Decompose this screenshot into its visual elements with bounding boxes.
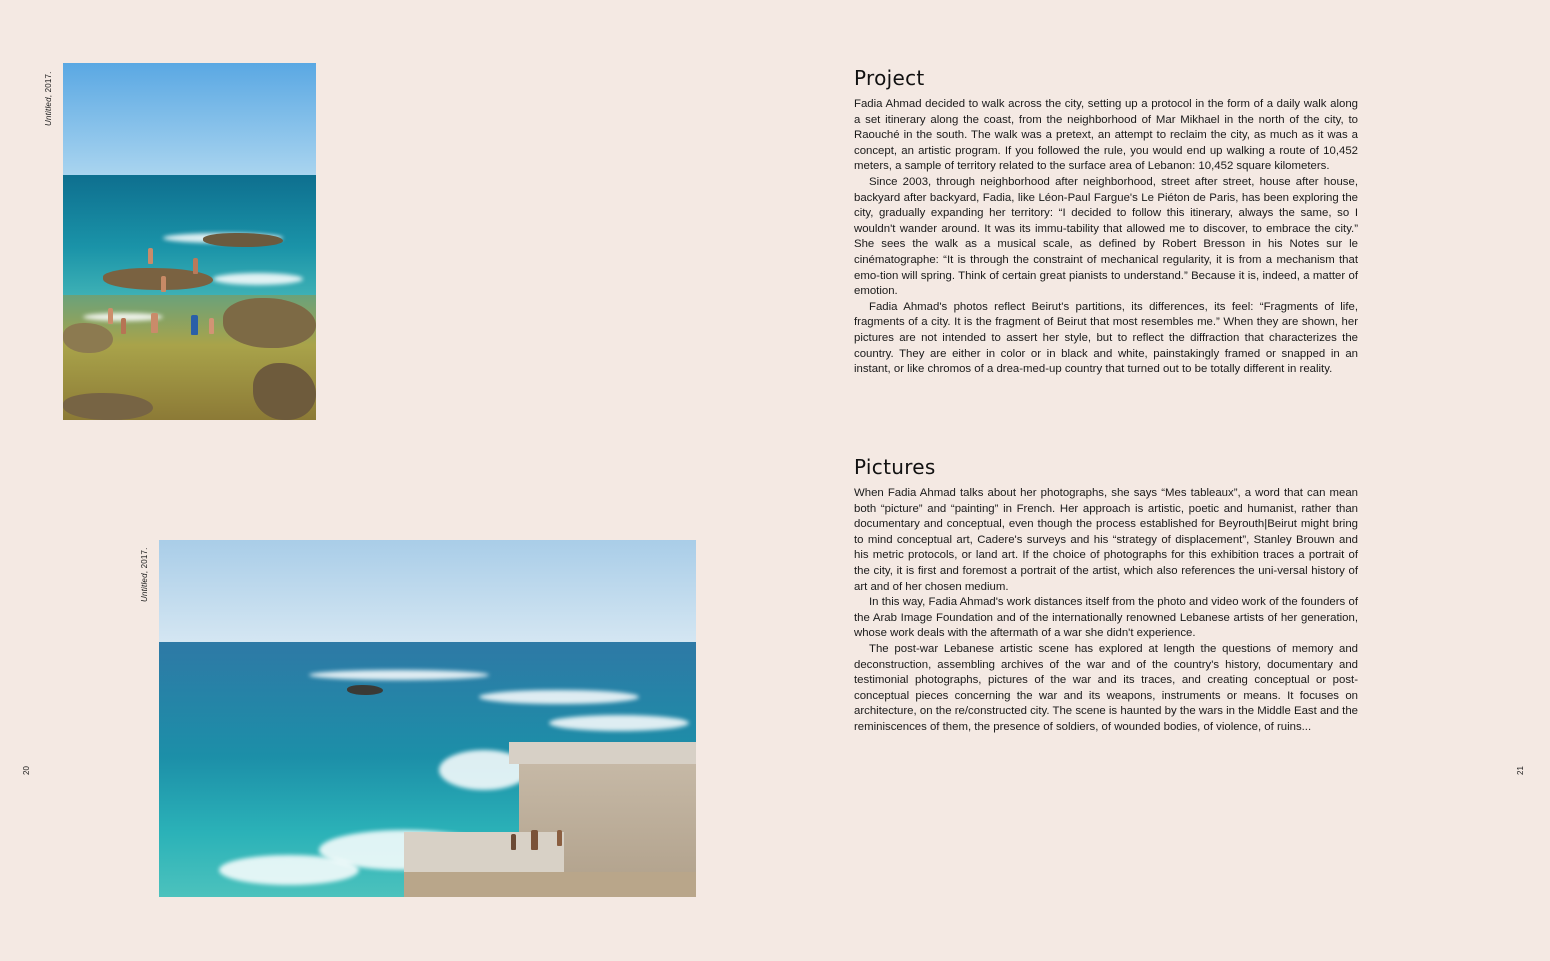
photo-rocky-shore bbox=[63, 63, 316, 420]
caption-year: , 2017. bbox=[44, 71, 53, 98]
caption-title: Untitled bbox=[44, 97, 53, 126]
section-body bbox=[854, 97, 1358, 378]
section-heading: Project bbox=[854, 66, 925, 90]
section-pictures bbox=[854, 455, 1358, 736]
page-number-right: 21 bbox=[1515, 766, 1525, 775]
photo-caption-bottom bbox=[140, 547, 149, 602]
paragraph: The post-war Lebanese artistic scene has explored at length the questions of memory and deconstruction, assembling archives of the war and of the country's history, documentary and testimonial photographs, pictures of the war and its traces, and creating conceptual or post-conceptual pieces concerning the war and its weapons, instruments or means. It focuses on architecture, on the re/constructed city. The scene is haunted by the wars in the Middle East and the reminiscences of them, the presence of soldiers, of wounded bodies, of violence, of ruins... bbox=[854, 642, 1358, 733]
paragraph: In this way, Fadia Ahmad's work distances itself from the photo and video work of the founders of the Arab Image Foundation and of the internationally renowned Lebanese artists of her generation, whose work deals with the aftermath of a war she didn't experience. bbox=[854, 596, 1358, 640]
photo-sea-pier bbox=[159, 540, 696, 897]
page-number-left: 20 bbox=[21, 766, 31, 775]
paragraph: Since 2003, through neighborhood after neighborhood, street after street, house after house, backyard after backyard, Fadia, like Léon-Paul Fargue's Le Piéton de Paris, has been exploring the city, gradually expanding her territory: “I decided to follow this itinerary, always the same, so I wouldn't wander around. It was its immu-tability that allowed me to discover, to embrace the city.” She sees the walk as a musical scale, as defined by Robert Bresson in his Notes sur le cinématographe: “It is through the constraint of mechanical regularity, it is from a mechanism that emo-tion will spring. Think of certain great pianists to understand.” Because it is, indeed, a matter of emotion. bbox=[854, 175, 1358, 298]
caption-year: , 2017. bbox=[140, 547, 149, 574]
section-project bbox=[854, 66, 1358, 378]
paragraph: Fadia Ahmad decided to walk across the city, setting up a protocol in the form of a daily walk along a set itinerary along the coast, from the neighborhood of Mar Mikhael in the north of the city, to Raouché in the south. The walk was a pretext, an attempt to reclaim the city, as much as it was a concept, an artistic program. If you followed the rule, you would end up walking a route of 10,452 meters, a sample of territory related to the surface area of Lebanon: 10,452 square kilometers. bbox=[854, 98, 1358, 173]
section-body bbox=[854, 486, 1358, 736]
caption-title: Untitled bbox=[140, 573, 149, 602]
paragraph: Fadia Ahmad's photos reflect Beirut's partitions, its differences, its feel: “Fragments of life, fragments of a city. It is the fragment of Beirut that most resembles me.” When they are shown, her pictures are not intended to assert her style, but to reflect the diffraction that characterizes the country. They are either in color or in black and white, painstakingly framed or snapped in an instant, or like chromos of a drea-med-up country that turned out to be totally different in reality. bbox=[854, 300, 1358, 376]
section-heading: Pictures bbox=[854, 455, 936, 479]
photo-caption-top bbox=[44, 71, 53, 126]
paragraph: When Fadia Ahmad talks about her photographs, she says “Mes tableaux”, a word that can mean both “picture” and “painting” in French. Her approach is artistic, poetic and humanist, rather than documentary and conceptual, even though the process established for Beyrouth|Beirut might bring to mind conceptual art, Cadere's surveys and his “strategy of displacement”, Stanley Brouwn and his metric protocols, or land art. If the choice of photographs for this exhibition traces a portrait of the city, it is first and foremost a portrait of the artist, which also references the uni-versal history of art and of her chosen medium. bbox=[854, 487, 1358, 593]
